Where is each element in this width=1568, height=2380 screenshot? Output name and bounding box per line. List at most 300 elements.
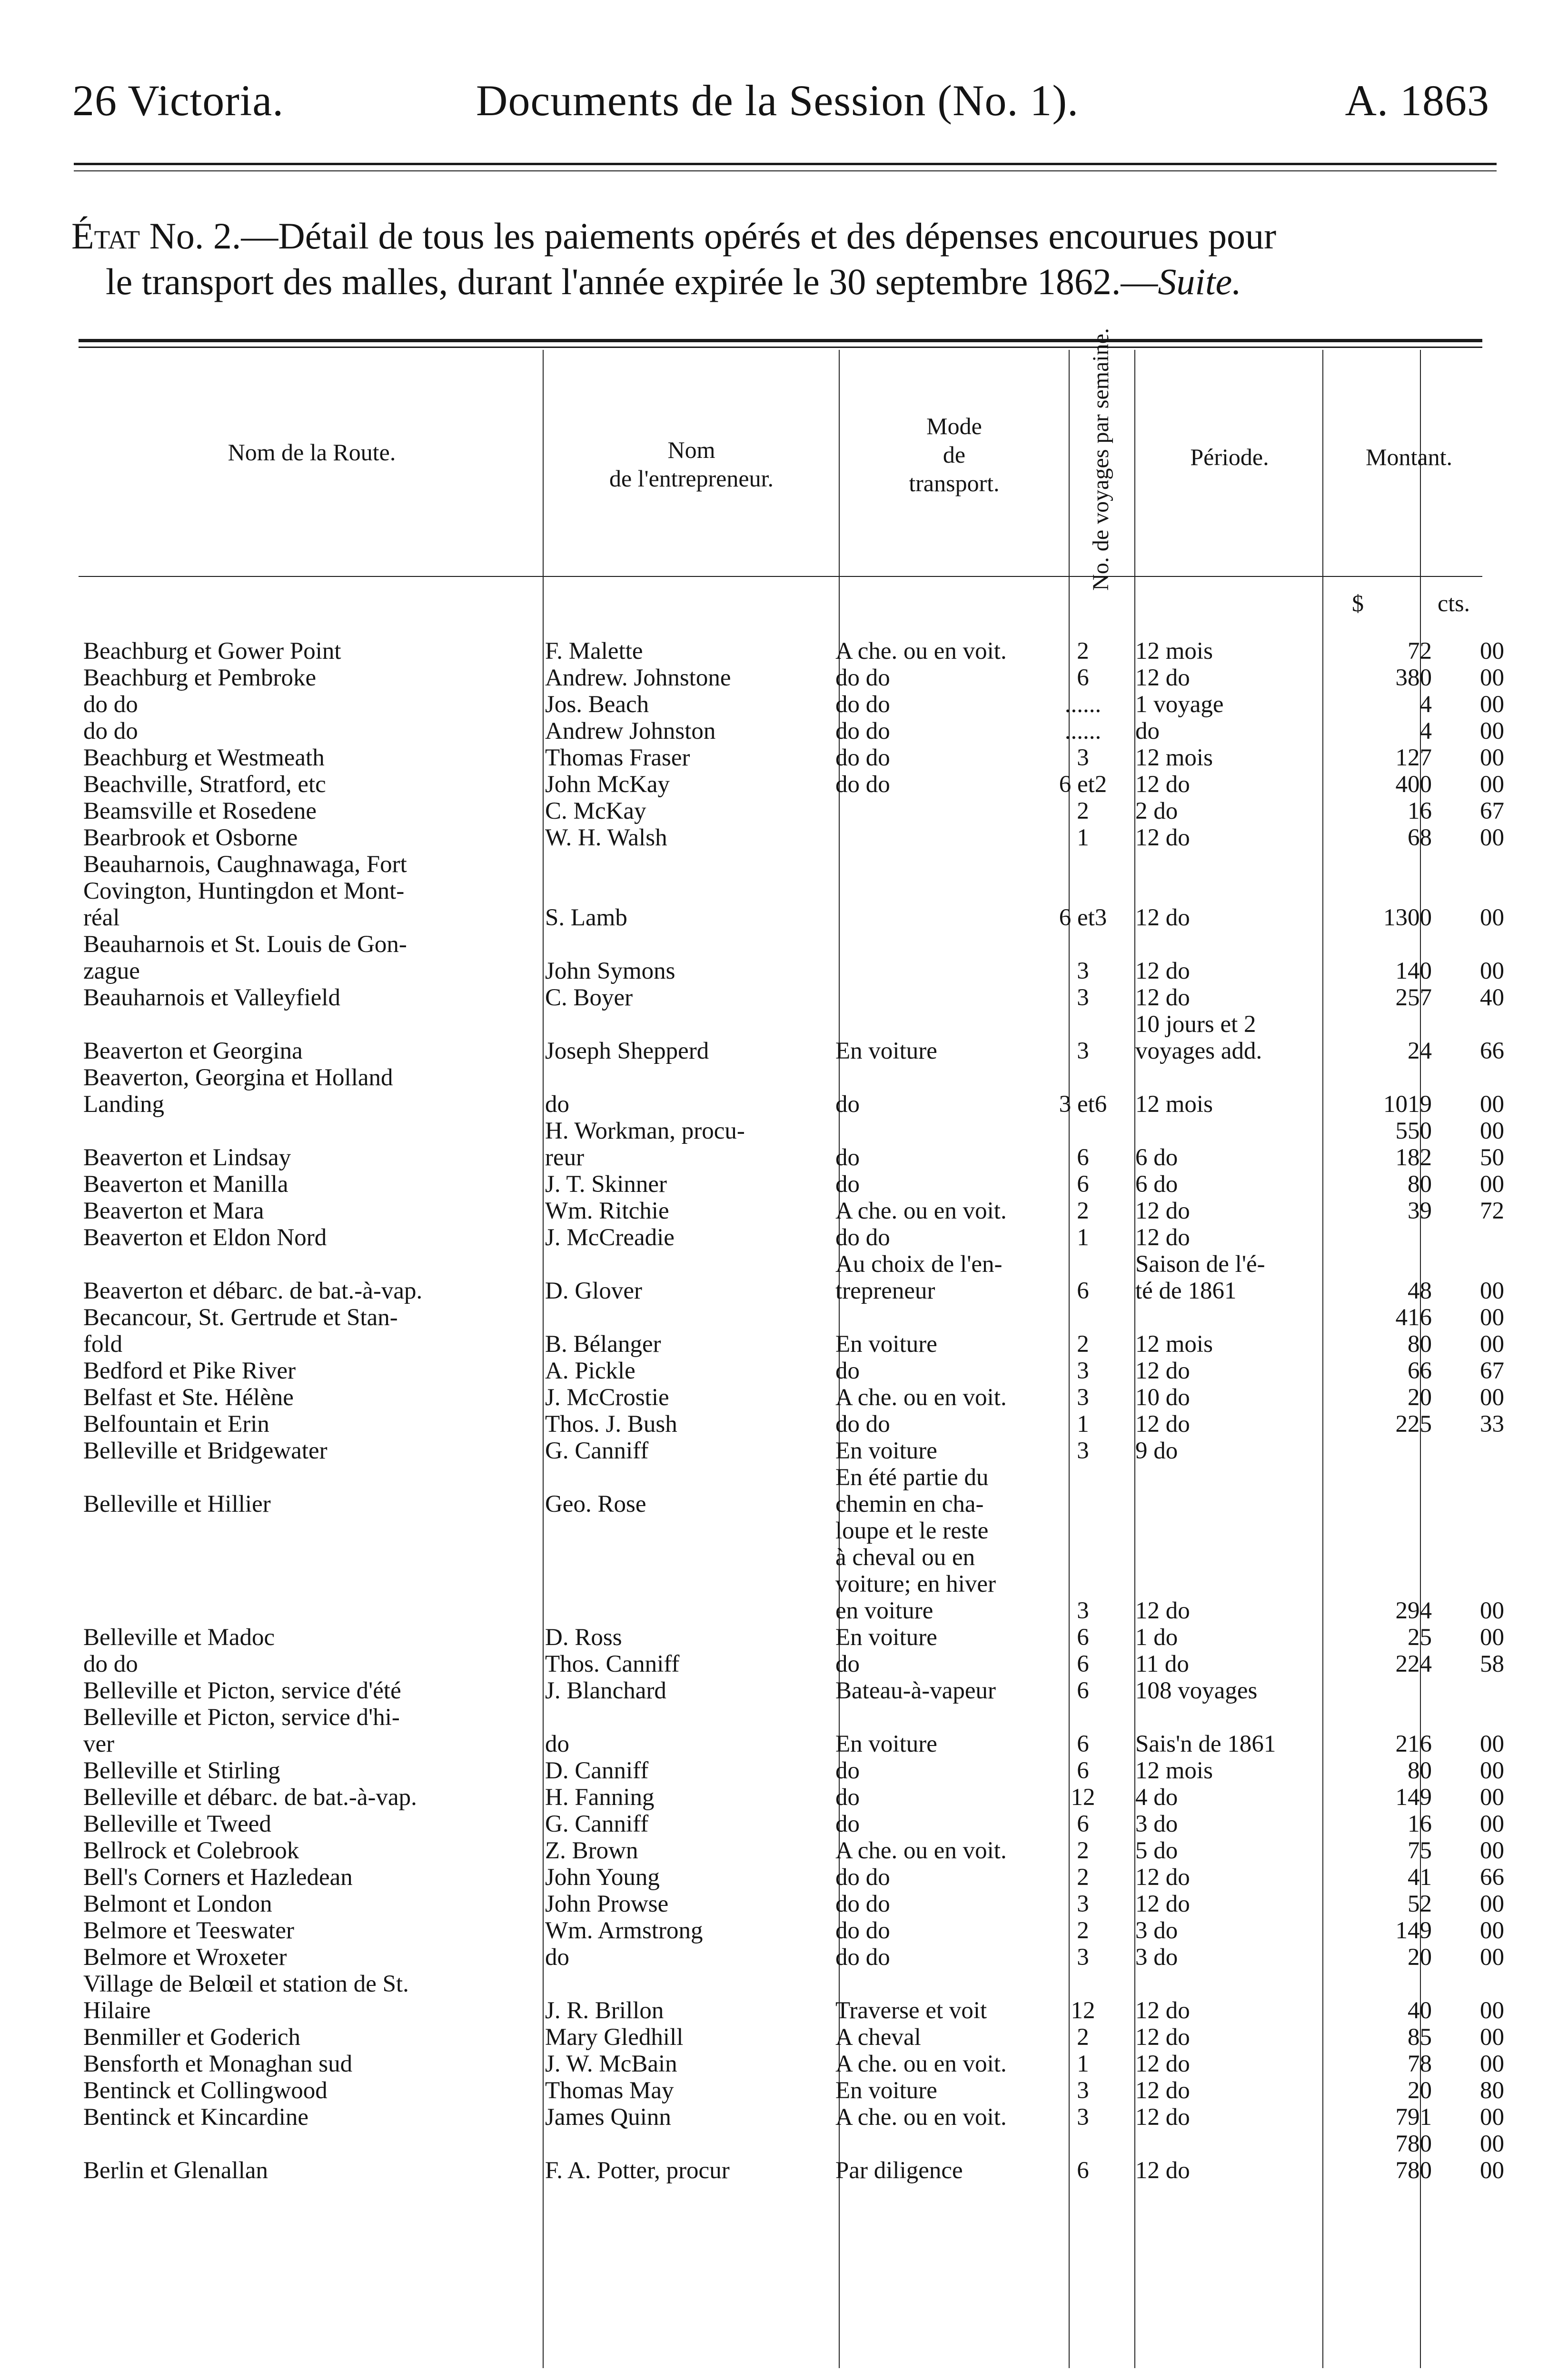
table-header-rule — [79, 576, 1482, 577]
amount-cents: 00 — [1480, 1171, 1504, 1198]
transport-mode: do do — [835, 718, 890, 744]
statement-title-line1: No. 2.—Détail de tous les paiements opérés et des dépenses encourues pour — [140, 215, 1277, 257]
amount-dollars: 149 — [1395, 1917, 1432, 1944]
amount-dollars: 1300 — [1383, 904, 1432, 931]
amount-cents: 00 — [1480, 1731, 1504, 1757]
amount-dollars: 4 — [1419, 691, 1432, 718]
table-row — [0, 1358, 1568, 1384]
trips-per-week: 2 — [1077, 798, 1089, 824]
amount-cents: 80 — [1480, 2077, 1504, 2104]
transport-mode: do — [835, 1171, 860, 1198]
contractor-name: S. Lamb — [545, 904, 627, 931]
transport-mode: do do — [835, 1891, 890, 1917]
route-name: Benmiller et Goderich — [83, 2024, 301, 2051]
amount-dollars: 16 — [1408, 798, 1432, 824]
amount-cents: 00 — [1480, 638, 1504, 664]
table-row — [0, 1464, 1568, 1624]
trips-per-week: 1 — [1077, 1224, 1089, 1251]
table-row — [0, 1971, 1568, 2024]
contractor-name: G. Canniff — [545, 1438, 649, 1464]
column-header-route: Nom de la Route. — [228, 439, 396, 466]
amount-dollars: 80 — [1408, 1171, 1432, 1198]
period: 9 do — [1135, 1438, 1178, 1464]
transport-mode: do — [835, 1144, 860, 1171]
transport-mode: En voiture — [835, 1624, 937, 1651]
period: do — [1135, 718, 1160, 744]
route-name: Belfountain et Erin — [83, 1411, 269, 1438]
contractor-name: D. Ross — [545, 1624, 622, 1651]
amount-dollars: 78 — [1408, 2051, 1432, 2077]
route-name: Belmore et Wroxeter — [83, 1944, 287, 1971]
contractor-name: J. Blanchard — [545, 1677, 666, 1704]
contractor-name: do — [545, 1091, 569, 1118]
contractor-name: Joseph Shepperd — [545, 1038, 709, 1064]
trips-per-week: 1 — [1077, 2051, 1089, 2077]
contractor-name: J. McCreadie — [545, 1224, 675, 1251]
statement-title — [71, 213, 1499, 305]
route-name: Beachburg et Westmeath — [83, 744, 325, 771]
amount-dollars: 20 — [1408, 2077, 1432, 2104]
trips-per-week: 1 — [1077, 1411, 1089, 1438]
trips-per-week: 3 — [1077, 2104, 1089, 2131]
amount-dollars: 66 — [1408, 1358, 1432, 1384]
transport-mode: En voiture — [835, 2077, 937, 2104]
contractor-name: D. Canniff — [545, 1757, 649, 1784]
table-row — [0, 1171, 1568, 1198]
amount-cents: 67 — [1480, 1358, 1504, 1384]
transport-mode: do — [835, 1784, 860, 1811]
period: 12 do — [1135, 771, 1190, 798]
route-name: Bell's Corners et Hazledean — [83, 1864, 353, 1891]
amount-dollars: 140 — [1395, 958, 1432, 984]
trips-per-week: 6 — [1077, 1757, 1089, 1784]
amount-cents: 66 — [1480, 1038, 1504, 1064]
period: 12 do — [1135, 1997, 1190, 2024]
route-name: Beauharnois, Caughnawaga, Fort Covington, Huntingdon et Mont- réal — [83, 851, 407, 931]
amount-dollars: 225 — [1395, 1411, 1432, 1438]
transport-mode: A che. ou en voit. — [835, 1384, 1007, 1411]
table-body — [0, 638, 1568, 2184]
period: 12 do — [1135, 2051, 1190, 2077]
trips-per-week: 6 et2 — [1059, 771, 1107, 798]
trips-per-week: 6 — [1077, 664, 1089, 691]
amount-cents: 00 — [1480, 1757, 1504, 1784]
amount-dollars: 72 — [1408, 638, 1432, 664]
contractor-name: John Prowse — [545, 1891, 669, 1917]
amount-cents: 00 — [1480, 1784, 1504, 1811]
contractor-name: J. T. Skinner — [545, 1171, 667, 1198]
route-name: Beauharnois et St. Louis de Gon- zague — [83, 931, 407, 984]
trips-per-week: 3 — [1077, 1358, 1089, 1384]
contractor-name: Andrew Johnston — [545, 718, 716, 744]
route-name: Beauharnois et Valleyfield — [83, 984, 341, 1011]
route-name: Becancour, St. Gertrude et Stan- fold — [83, 1304, 398, 1358]
table-row — [0, 1784, 1568, 1811]
route-name: Beaverton et Georgina — [83, 1038, 303, 1064]
table-row — [0, 1917, 1568, 1944]
trips-per-week: 3 — [1077, 1944, 1089, 1971]
dollars-unit-label: $ — [1352, 590, 1364, 616]
amount-cents: 58 — [1480, 1651, 1504, 1677]
transport-mode: do — [835, 1651, 860, 1677]
amount-cents: 00 — [1480, 2104, 1504, 2131]
amount-cents: 33 — [1480, 1411, 1504, 1438]
amount-cents: 00 00 — [1480, 2131, 1504, 2184]
trips-per-week: 3 — [1077, 958, 1089, 984]
table-row — [0, 1624, 1568, 1651]
table-row — [0, 1411, 1568, 1438]
amount-cents: 00 — [1480, 958, 1504, 984]
contractor-name: Jos. Beach — [545, 691, 649, 718]
amount-cents: 00 — [1480, 718, 1504, 744]
amount-cents: 00 — [1480, 904, 1504, 931]
transport-mode: A cheval — [835, 2024, 921, 2051]
trips-per-week: 6 — [1077, 1278, 1089, 1304]
contractor-name: J. McCrostie — [545, 1384, 669, 1411]
amount-dollars: 52 — [1408, 1891, 1432, 1917]
table-row — [0, 1757, 1568, 1784]
trips-per-week: 1 — [1077, 824, 1089, 851]
period: 12 do — [1135, 2104, 1190, 2131]
transport-mode: En voiture — [835, 1038, 937, 1064]
table-row — [0, 2104, 1568, 2131]
contractor-name: H. Workman, procu- reur — [545, 1118, 745, 1171]
header-year: A. 1863 — [1345, 76, 1489, 125]
transport-mode: A che. ou en voit. — [835, 638, 1007, 664]
transport-mode: do do — [835, 664, 890, 691]
period: 12 do — [1135, 1597, 1190, 1624]
table-row — [0, 664, 1568, 691]
statement-title-line2: le transport des malles, durant l'année expirée le 30 septembre 1862.— — [106, 261, 1158, 302]
period: 12 do — [1135, 2077, 1190, 2104]
period: Sais'n de 1861 — [1135, 1731, 1276, 1757]
trips-per-week: 6 — [1077, 1171, 1089, 1198]
period: 12 do — [1135, 1411, 1190, 1438]
route-name: Bentinck et Kincardine — [83, 2104, 308, 2131]
amount-cents: 66 — [1480, 1864, 1504, 1891]
trips-per-week: 6 — [1077, 1624, 1089, 1651]
table-row — [0, 718, 1568, 744]
period: 4 do — [1135, 1784, 1178, 1811]
trips-per-week: 3 — [1077, 1438, 1089, 1464]
table-row — [0, 1304, 1568, 1358]
route-name: Belleville et Picton, service d'hi- ver — [83, 1704, 400, 1757]
contractor-name: John Symons — [545, 958, 675, 984]
trips-per-week: 6 — [1077, 1144, 1089, 1171]
header-session-year: 26 Victoria. — [72, 76, 284, 125]
transport-mode: do do — [835, 771, 890, 798]
trips-per-week: 12 — [1071, 1784, 1095, 1811]
route-name: Bensforth et Monaghan sud — [83, 2051, 353, 2077]
amount-cents: 00 00 — [1480, 1304, 1504, 1358]
period: 1 voyage — [1135, 691, 1224, 718]
amount-dollars: 400 — [1395, 771, 1432, 798]
route-name: do do — [83, 718, 138, 744]
transport-mode: En été partie du chemin en cha- loupe et le reste à cheval ou en voiture; en hiver en voiture — [835, 1464, 996, 1624]
period: 12 do — [1135, 958, 1190, 984]
contractor-name: Geo. Rose — [545, 1491, 646, 1517]
amount-dollars: 780 780 — [1395, 2131, 1432, 2184]
period: 1 do — [1135, 1624, 1178, 1651]
contractor-name: C. McKay — [545, 798, 646, 824]
table-row — [0, 2077, 1568, 2104]
amount-dollars: 24 — [1408, 1038, 1432, 1064]
table-row — [0, 691, 1568, 718]
contractor-name: J. R. Brillon — [545, 1997, 664, 2024]
contractor-name: do — [545, 1944, 569, 1971]
column-header-trips-label: No. de voyages par semaine. — [1088, 328, 1113, 591]
amount-dollars: 550 182 — [1395, 1118, 1432, 1171]
period: Saison de l'é- té de 1861 — [1135, 1251, 1265, 1304]
contractor-name: Thos. Canniff — [545, 1651, 680, 1677]
table-row — [0, 2131, 1568, 2184]
table-row — [0, 1811, 1568, 1837]
trips-per-week: 12 — [1071, 1997, 1095, 2024]
table-row — [0, 1251, 1568, 1304]
transport-mode: En voiture — [835, 1438, 937, 1464]
trips-per-week: 3 — [1077, 744, 1089, 771]
amount-cents: 00 — [1480, 744, 1504, 771]
amount-dollars: 75 — [1408, 1837, 1432, 1864]
transport-mode: do do — [835, 1864, 890, 1891]
amount-dollars: 416 80 — [1395, 1304, 1432, 1358]
amount-cents: 00 — [1480, 664, 1504, 691]
header-rule — [74, 163, 1497, 165]
contractor-name: F. Malette — [545, 638, 643, 664]
table-row — [0, 1011, 1568, 1064]
contractor-name: H. Fanning — [545, 1784, 655, 1811]
trips-per-week: 3 — [1077, 1597, 1089, 1624]
transport-mode: do do — [835, 744, 890, 771]
route-name: Beamsville et Rosedene — [83, 798, 317, 824]
transport-mode: Traverse et voit — [835, 1997, 987, 2024]
route-name: Belmont et London — [83, 1891, 272, 1917]
transport-mode: Par diligence — [835, 2157, 963, 2184]
trips-per-week: 2 — [1077, 638, 1089, 664]
amount-dollars: 257 — [1395, 984, 1432, 1011]
route-name: Belmore et Teeswater — [83, 1917, 294, 1944]
period: 108 voyages — [1135, 1677, 1258, 1704]
contractor-name: John McKay — [545, 771, 670, 798]
table-row — [0, 1064, 1568, 1118]
route-name: do do — [83, 1651, 138, 1677]
transport-mode: En voiture — [835, 1331, 937, 1358]
period: 12 do — [1135, 664, 1190, 691]
amount-cents: 00 — [1480, 1597, 1504, 1624]
amount-cents: 00 — [1480, 1891, 1504, 1917]
amount-dollars: 39 — [1408, 1198, 1432, 1224]
transport-mode: Bateau-à-vapeur — [835, 1677, 996, 1704]
period: 10 jours et 2 voyages add. — [1135, 1011, 1262, 1064]
route-name: Beachburg et Pembroke — [83, 664, 317, 691]
column-header-amount: Montant. — [1366, 444, 1452, 470]
amount-cents: 00 — [1480, 1624, 1504, 1651]
period: 11 do — [1135, 1651, 1189, 1677]
route-name: Beaverton et Manilla — [83, 1171, 288, 1198]
contractor-name: W. H. Walsh — [545, 824, 667, 851]
trips-per-week: 6 — [1077, 1677, 1089, 1704]
contractor-name: Wm. Armstrong — [545, 1917, 703, 1944]
period: 12 do — [1135, 1891, 1190, 1917]
trips-per-week: 2 — [1077, 2024, 1089, 2051]
route-name: Belleville et Picton, service d'été — [83, 1677, 401, 1704]
amount-cents: 00 — [1480, 1278, 1504, 1304]
contractor-name: D. Glover — [545, 1278, 642, 1304]
trips-per-week: 6 — [1077, 2157, 1089, 2184]
amount-cents: 00 — [1480, 1917, 1504, 1944]
table-top-rule — [79, 339, 1482, 342]
amount-cents: 00 — [1480, 1944, 1504, 1971]
period: 3 do — [1135, 1917, 1178, 1944]
period: 12 do — [1135, 984, 1190, 1011]
statement-suite: Suite. — [1158, 261, 1241, 302]
transport-mode: do — [835, 1757, 860, 1784]
trips-per-week: ...... — [1064, 718, 1102, 744]
statement-label: État — [71, 215, 140, 257]
route-name: do do — [83, 691, 138, 718]
transport-mode: A che. ou en voit. — [835, 2104, 1007, 2131]
table-row — [0, 1651, 1568, 1677]
amount-cents: 00 — [1480, 2051, 1504, 2077]
route-name: Beaverton, Georgina et Holland Landing — [83, 1064, 393, 1118]
contractor-name: J. W. McBain — [545, 2051, 677, 2077]
amount-cents: 00 — [1480, 1837, 1504, 1864]
amount-dollars: 224 — [1395, 1651, 1432, 1677]
amount-dollars: 40 — [1408, 1997, 1432, 2024]
table-row — [0, 1704, 1568, 1757]
period: 12 mois — [1135, 1091, 1213, 1118]
route-name: Beaverton et débarc. de bat.-à-vap. — [83, 1278, 423, 1304]
route-name: Bellrock et Colebrook — [83, 1837, 299, 1864]
trips-per-week: 2 — [1077, 1917, 1089, 1944]
amount-cents: 00 — [1480, 824, 1504, 851]
trips-per-week: 2 — [1077, 1331, 1089, 1358]
table-row — [0, 2024, 1568, 2051]
trips-per-week: 3 — [1077, 984, 1089, 1011]
amount-cents: 00 — [1480, 771, 1504, 798]
table-row — [0, 931, 1568, 984]
transport-mode: do do — [835, 691, 890, 718]
period: 12 do — [1135, 1198, 1190, 1224]
route-name: Belleville et Stirling — [83, 1757, 280, 1784]
period: 12 do — [1135, 1224, 1190, 1251]
table-row — [0, 851, 1568, 931]
table-row — [0, 1677, 1568, 1704]
trips-per-week: 2 — [1077, 1864, 1089, 1891]
transport-mode: do do — [835, 1224, 890, 1251]
route-name: Beaverton et Eldon Nord — [83, 1224, 327, 1251]
amount-dollars: 791 — [1395, 2104, 1432, 2131]
route-name: Berlin et Glenallan — [83, 2157, 268, 2184]
route-name: Belleville et Madoc — [83, 1624, 275, 1651]
amount-dollars: 20 — [1408, 1384, 1432, 1411]
trips-per-week: 6 et3 — [1059, 904, 1107, 931]
amount-cents: 00 — [1480, 1091, 1504, 1118]
transport-mode: A che. ou en voit. — [835, 2051, 1007, 2077]
contractor-name: B. Bélanger — [545, 1331, 661, 1358]
period: 10 do — [1135, 1384, 1190, 1411]
table-row — [0, 1891, 1568, 1917]
period: 6 do — [1135, 1171, 1178, 1198]
contractor-name: Wm. Ritchie — [545, 1198, 669, 1224]
trips-per-week: 6 — [1077, 1731, 1089, 1757]
table-row — [0, 1198, 1568, 1224]
transport-mode: do do — [835, 1944, 890, 1971]
table-row — [0, 1944, 1568, 1971]
column-header-mode: Mode de transport. — [909, 413, 1000, 496]
period: 12 do — [1135, 824, 1190, 851]
trips-per-week: 3 — [1077, 1384, 1089, 1411]
contractor-name: John Young — [545, 1864, 660, 1891]
table-row — [0, 984, 1568, 1011]
amount-dollars: 16 — [1408, 1811, 1432, 1837]
cents-unit-label: cts. — [1438, 590, 1470, 616]
route-name: Belfast et Ste. Hélène — [83, 1384, 294, 1411]
table-row — [0, 744, 1568, 771]
table-row — [0, 771, 1568, 798]
amount-cents: 67 — [1480, 798, 1504, 824]
table-row — [0, 1438, 1568, 1464]
amount-cents: 00 — [1480, 2024, 1504, 2051]
route-name: Village de Belœil et station de St. Hilaire — [83, 1971, 409, 2024]
amount-dollars: 25 — [1408, 1624, 1432, 1651]
trips-per-week: ...... — [1064, 691, 1102, 718]
contractor-name: G. Canniff — [545, 1811, 649, 1837]
amount-cents: 40 — [1480, 984, 1504, 1011]
trips-per-week: 3 — [1077, 1891, 1089, 1917]
period: 12 mois — [1135, 744, 1213, 771]
period: 12 mois — [1135, 1331, 1213, 1358]
amount-dollars: 80 — [1408, 1757, 1432, 1784]
contractor-name: Mary Gledhill — [545, 2024, 684, 2051]
amount-cents: 00 — [1480, 1811, 1504, 1837]
transport-mode: do — [835, 1358, 860, 1384]
route-name: Beachville, Stratford, etc — [83, 771, 326, 798]
route-name: Beaverton et Lindsay — [83, 1144, 291, 1171]
period: 3 do — [1135, 1811, 1178, 1837]
amount-cents: 00 — [1480, 1997, 1504, 2024]
transport-mode: Au choix de l'en- trepreneur — [835, 1251, 1002, 1304]
period: 12 mois — [1135, 638, 1213, 664]
route-name: Beachburg et Gower Point — [83, 638, 341, 664]
transport-mode: En voiture — [835, 1731, 937, 1757]
contractor-name: Thomas May — [545, 2077, 674, 2104]
transport-mode: do do — [835, 1917, 890, 1944]
column-header-trips — [1068, 328, 1134, 591]
table-row — [0, 824, 1568, 851]
amount-cents: 72 — [1480, 1198, 1504, 1224]
table-row — [0, 798, 1568, 824]
contractor-name: F. A. Potter, procur — [545, 2157, 730, 2184]
trips-per-week: 6 — [1077, 1811, 1089, 1837]
period: 5 do — [1135, 1837, 1178, 1864]
header-rule-thin — [74, 170, 1497, 171]
trips-per-week: 2 — [1077, 1837, 1089, 1864]
period: 2 do — [1135, 798, 1178, 824]
period: 12 do — [1135, 2024, 1190, 2051]
column-header-period: Période. — [1190, 444, 1269, 470]
table-row — [0, 2051, 1568, 2077]
amount-dollars: 4 — [1419, 718, 1432, 744]
route-name: Beaverton et Mara — [83, 1198, 264, 1224]
transport-mode: A che. ou en voit. — [835, 1198, 1007, 1224]
amount-dollars: 149 — [1395, 1784, 1432, 1811]
amount-dollars: 127 — [1395, 744, 1432, 771]
period: 12 do — [1135, 1358, 1190, 1384]
period: 12 do — [1135, 904, 1190, 931]
table-row — [0, 1224, 1568, 1251]
trips-per-week: 2 — [1077, 1198, 1089, 1224]
